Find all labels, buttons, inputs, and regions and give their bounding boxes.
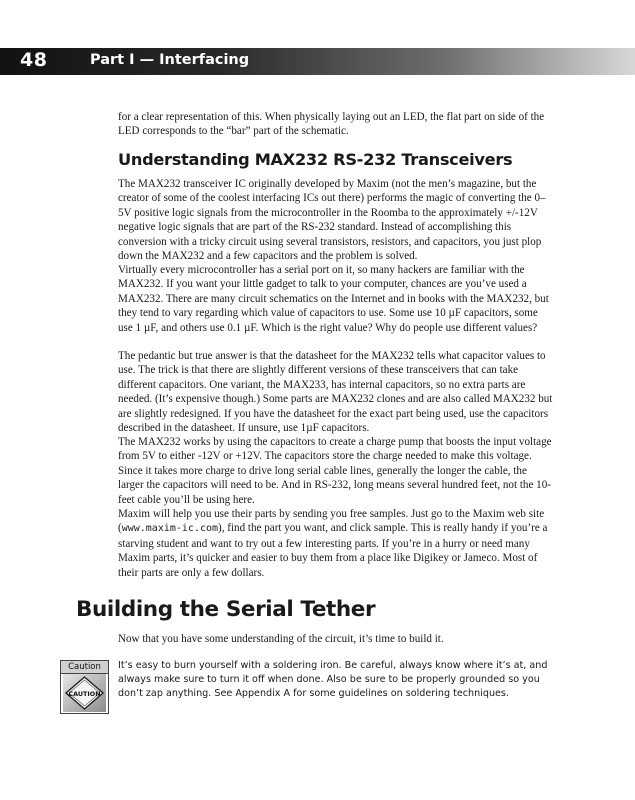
part-title: Part I — Interfacing (90, 52, 250, 68)
section-heading-max232: Understanding MAX232 RS-232 Transceivers (118, 150, 513, 169)
caution-icon-text: CAUTION (68, 690, 101, 698)
max232-paragraph: The MAX232 transceiver IC originally developed by Maxim (not the men’s magazine, but the creator of some of the coolest interfacing ICs out there) performs the magic of converting the 0–5V positive logic signals from the microcontroller in the Roomba to the approximately +/-12V negative logic signals that are part of the RS-232 standard. Instead of accomplishing this conversion with a tricky circuit using several transistors, resistors, and capacitors, you just plop down the MAX232 and a few capacitors and the problem is solved. (118, 178, 546, 263)
maxim-text-after-url: ), find the part you want, and click sample. This is really handy if you’re a starving student and want to try out a few interesting parts. If you’re in a hurry or need many Maxim parts, it’s quicker and easier to buy them from a place like Digikey or Jameco. Most of their parts are only a few dollars. (118, 522, 548, 579)
maxim-samples-paragraph (118, 507, 554, 580)
max232-paragraph-4-block (118, 435, 554, 507)
tether-paragraph-block (118, 632, 554, 646)
max232-paragraph-2-block (118, 263, 554, 335)
max232-paragraph: The pedantic but true answer is that the datasheet for the MAX232 tells what capacitor values to use. The trick is that there are slightly different versions of these transceivers that can take different capacitors. One variant, the MAX233, has internal capacitors, so no extra parts are needed. (It’s expensive though.) Some parts are MAX232 clones and are also called MAX232 but are slightly redesigned. If you have the datasheet for the exact part being used, use the capacitors described in the datasheet. If unsure, use 1µF capacitors. (118, 350, 553, 435)
max232-paragraph-3-block (118, 349, 554, 435)
caution-note-text: It’s easy to burn yourself with a soldering iron. Be careful, always know where it’s at, and always make sure to turn it off when done. Also be sure to be properly grounded so you don’t zap anything. See Appendix A for some guidelines on soldering techniques. (118, 660, 548, 699)
max232-paragraph-1-block (118, 177, 554, 263)
caution-box (60, 660, 109, 714)
maxim-text-before-url: Maxim will help you use their parts by sending you free samples. Just go to the Maxim web site ( (118, 508, 545, 535)
tether-paragraph: Now that you have some understanding of the circuit, it’s time to build it. (118, 633, 444, 645)
intro-paragraph-block (118, 110, 554, 139)
intro-paragraph: for a clear representation of this. When physically laying out an LED, the flat part on side of the LED corresponds to the “bar” part of the schematic. (118, 111, 545, 138)
page-number: 48 (20, 49, 48, 71)
max232-paragraph: The MAX232 works by using the capacitors to create a charge pump that boosts the input voltage from 5V to either -12V or +12V. The capacitors store the charge needed to make this voltage. Since it takes more charge to drive long serial cable lines, generally the longer the cable, the larger the capacitors will need to be. And in RS-232, long means several hundred feet, not the 10-feet cable you’ll be using here. (118, 436, 552, 506)
maxim-url-link[interactable]: www.maxim-ic.com (121, 523, 219, 535)
caution-label: Caution (61, 661, 108, 674)
max232-paragraph: Virtually every microcontroller has a serial port on it, so many hackers are familiar with the MAX232. If you want your little gadget to talk to your computer, chances are you’ve used a MAX232. There are many circuit schematics on the Internet and in books with the MAX232, but they tend to vary regarding which value of capacitors to use. Some use 10 µF capacitors, some use 1 µF, and others use 0.1 µF. Which is the right value? Why do people use different values? (118, 264, 549, 334)
caution-diamond-icon (63, 674, 106, 712)
section-heading-serial-tether: Building the Serial Tether (76, 597, 376, 622)
max232-paragraph-5-block (118, 507, 554, 580)
